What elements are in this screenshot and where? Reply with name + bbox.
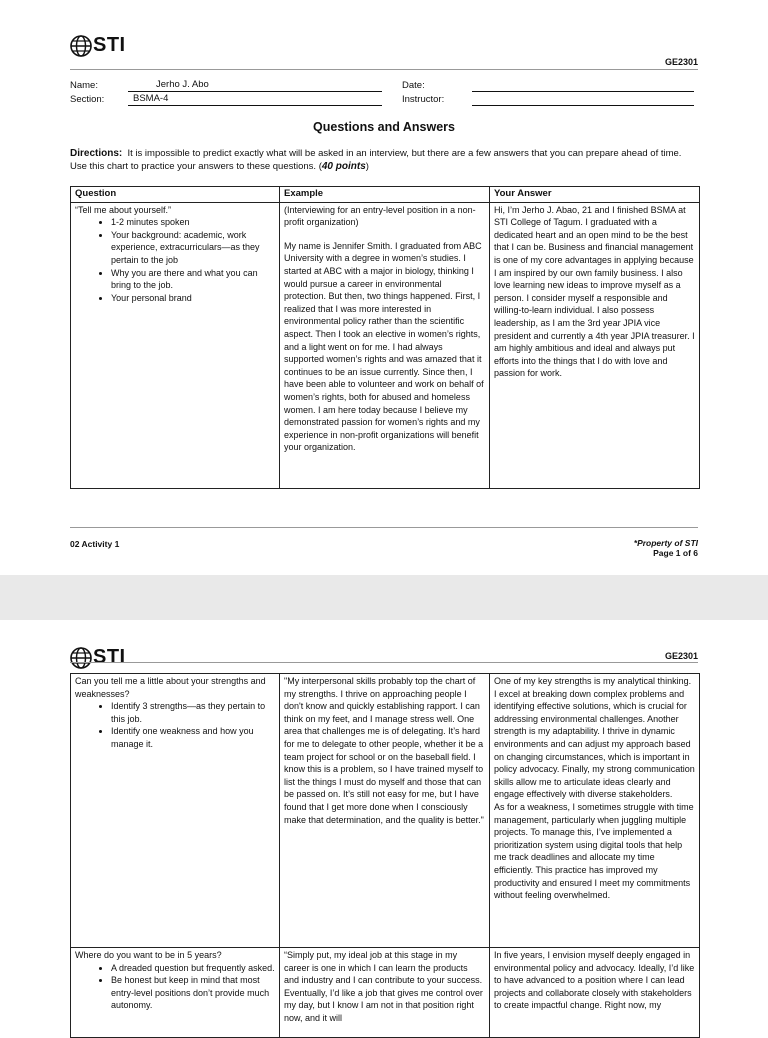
answer-text-weakness: As for a weakness, I sometimes struggle with time management, particularly when juggling multiple projects. To manage this, I’ve implemented a prioritization system using digital tools that help me track deadlines and allocate my time efficiently. This practice has improved my productivity and ensured I meet my commitments without feeling overwhelmed. bbox=[494, 801, 694, 901]
tip-item: • Be honest but keep in mind that most entry-level positions don’t provide much autonomy. bbox=[111, 974, 275, 1012]
example-cell bbox=[280, 674, 490, 948]
directions-label: Directions: bbox=[70, 148, 123, 159]
question-cell bbox=[71, 202, 280, 488]
example-text: “Simply put, my ideal job at this stage in my career is one in which I can learn the products and industry and I can contribute to your success. Eventually, I’d like a job that gives me control over my day, but I know I am not in that position right now, and it will bbox=[284, 950, 483, 1023]
sti-logo bbox=[70, 646, 126, 669]
answer-text: In five years, I envision myself deeply engaged in environmental policy and advocacy. Ideally, I’d like to have advanced to a position where I can lead projects and collaborate closely with stakeholders to create impactful change. Right now, my bbox=[494, 950, 695, 1011]
question-text: “Tell me about yourself.” bbox=[75, 204, 172, 215]
directions-points: 40 points bbox=[321, 160, 366, 172]
table-header-row bbox=[71, 187, 700, 203]
table-row bbox=[71, 674, 700, 948]
directions bbox=[70, 148, 700, 173]
answer-cell[interactable] bbox=[490, 674, 700, 948]
date-label: Date: bbox=[402, 80, 425, 91]
section-value: BSMA-4 bbox=[133, 93, 169, 104]
example-text: "My interpersonal skills probably top the chart of my strengths. I thrive on approaching people I don't know and quickly establishing rapport. I can think on my feet, and I manage stress well. One area that challenges me is of delegating. It’s hard for me to delegate to other people, whether it be a team project for school or on the baseball field. I know this is a problem, so I have trained myself to list the things I must do myself and those that can be passed on. It’s still not easy for me, but I have found that I get more done when I consciously make that determination, and the quality is better." bbox=[284, 676, 484, 825]
question-tips bbox=[75, 962, 275, 1012]
name-value: Jerho J. Abo bbox=[156, 79, 209, 90]
qa-table-page-2 bbox=[70, 673, 700, 1038]
example-text: My name is Jennifer Smith. I graduated from ABC University with a degree in women’s studies. I started at ABC with a major in biology, thinking I would pursue a career in environmental protection. But then, two things happened. First, I realized that I was more interested in environmental policy rather than the scientific aspect. Then I took an elective in women’s rights, and a light went on for me. I had always supported women’s rights and was amazed that it continues to be an issue currently. Since then, I have been able to volunteer and work on behalf of women’s rights, both for abused and homeless women. I am here today because I believe my demonstrated passion for women’s rights and my experience in non-profit organizations will benefit your organization. bbox=[284, 240, 484, 453]
instructor-label: Instructor: bbox=[402, 94, 445, 105]
question-tips bbox=[75, 216, 275, 304]
question-text: Can you tell me a little about your strengths and weaknesses? bbox=[75, 676, 266, 699]
qa-table-page-1 bbox=[70, 186, 700, 489]
directions-text: It is impossible to predict exactly what will be asked in an interview, but there are a few answers that you can prepare ahead of time. Use this chart to practice your answers to these questions. ( bbox=[70, 148, 682, 172]
column-header-question: Question bbox=[71, 187, 280, 203]
directions-close: ) bbox=[365, 160, 369, 172]
page-separator bbox=[0, 575, 768, 620]
column-header-example: Example bbox=[280, 187, 490, 203]
globe-icon bbox=[70, 35, 92, 57]
name-label: Name: bbox=[70, 80, 98, 91]
answer-cell[interactable] bbox=[490, 202, 700, 488]
page-title: Questions and Answers bbox=[313, 120, 455, 134]
example-intro: (Interviewing for an entry-level position in a non-profit organization) bbox=[284, 204, 476, 228]
logo-text: STI bbox=[93, 34, 126, 56]
header-rule bbox=[70, 662, 698, 663]
footer-rule bbox=[70, 527, 698, 528]
document-page-2 bbox=[0, 620, 768, 1024]
answer-text: Hi, I’m Jerho J. Abao, 21 and I finished BSMA at STI College of Tagum. I graduated with a dedicated heart and an open mind to be the best that I can be. Business and financial management is one of my core advantages in applying because I am inspired by our own family business. I also love learning new ideas to improve myself as a person. I consider myself a responsible and willing-to-learn individual. I also possess leadership, as I am the 3rd year JPIA vice president and currently a 4th year JPIA treasurer. I am highly ambitious and ideal and always put efforts into the things that I do with love and passion for work. bbox=[494, 204, 695, 379]
answer-cell[interactable] bbox=[490, 948, 700, 1038]
table-row bbox=[71, 948, 700, 1038]
page-number: Page 1 of 6 bbox=[653, 548, 698, 558]
question-cell bbox=[71, 948, 280, 1038]
instructor-field[interactable] bbox=[472, 92, 694, 106]
tip-item: • A dreaded question but frequently asked. bbox=[111, 962, 275, 975]
section-field[interactable] bbox=[128, 92, 382, 106]
sti-logo bbox=[70, 34, 126, 57]
table-row bbox=[71, 202, 700, 488]
example-cell bbox=[280, 948, 490, 1038]
globe-icon bbox=[70, 647, 92, 669]
tip-item: • Identify one weakness and how you manage it. bbox=[111, 725, 275, 750]
tip-item: • Identify 3 strengths—as they pertain to this job. bbox=[111, 700, 275, 725]
question-text: Where do you want to be in 5 years? bbox=[75, 950, 222, 960]
course-code: GE2301 bbox=[664, 651, 698, 661]
question-cell bbox=[71, 674, 280, 948]
column-header-answer: Your Answer bbox=[490, 187, 700, 203]
tip-item: • Your background: academic, work experience, extracurriculars—as they pertain to the job bbox=[111, 229, 275, 267]
date-field[interactable] bbox=[472, 78, 694, 92]
course-code: GE2301 bbox=[664, 57, 698, 67]
example-cell bbox=[280, 202, 490, 488]
property-text: *Property of STI bbox=[633, 538, 698, 548]
tip-item: • Your personal brand bbox=[111, 292, 275, 305]
tip-item: • 1-2 minutes spoken bbox=[111, 216, 275, 229]
answer-text: One of my key strengths is my analytical thinking. I excel at breaking down complex problems and identifying effective solutions, which is crucial for addressing environmental challenges. Another strength is my adaptability. I thrive in dynamic environments and can adjust my approach based on changing circumstances, which is important in policy advocacy. Finally, my strong communication skills allow me to articulate ideas clearly and engage effectively with diverse stakeholders. bbox=[494, 676, 695, 800]
name-field[interactable] bbox=[128, 78, 382, 92]
question-tips bbox=[75, 700, 275, 750]
tip-item: • Why you are there and what you can bring to the job. bbox=[111, 267, 275, 292]
logo-text: STI bbox=[93, 646, 126, 668]
header-rule bbox=[70, 69, 698, 70]
footer-property bbox=[634, 538, 698, 558]
footer-activity: 02 Activity 1 bbox=[70, 539, 120, 549]
section-label: Section: bbox=[70, 94, 105, 105]
